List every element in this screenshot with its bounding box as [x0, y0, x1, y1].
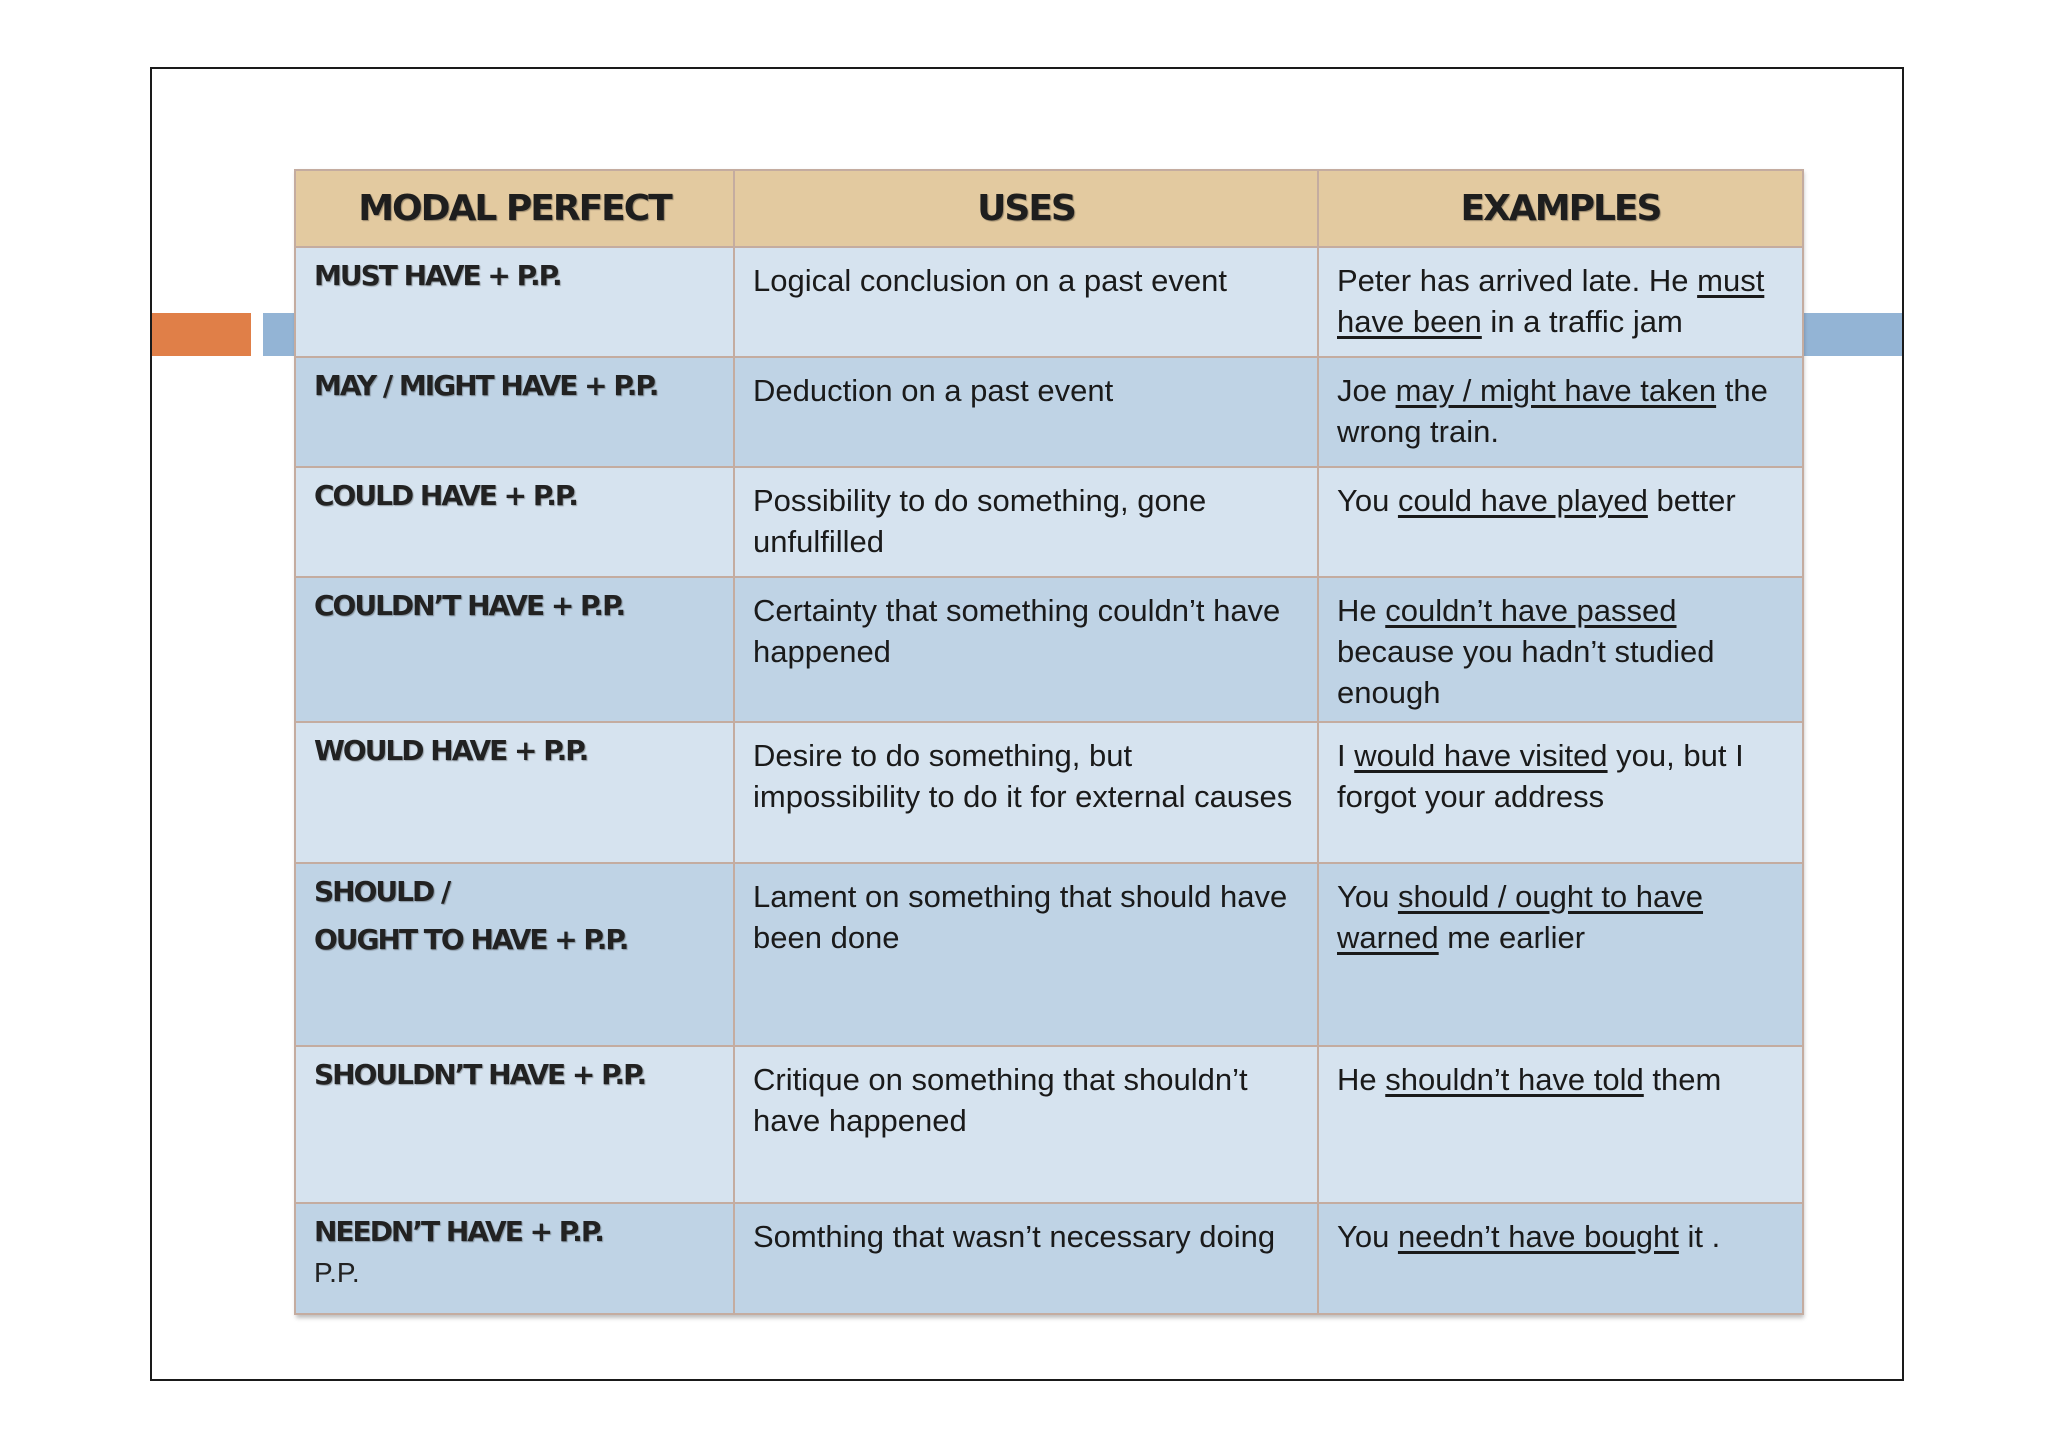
use-cell: Logical conclusion on a past event — [734, 247, 1318, 357]
use-cell: Somthing that wasn’t necessary doing — [734, 1203, 1318, 1314]
table-row — [295, 722, 1803, 863]
header-examples: EXAMPLES — [1318, 170, 1803, 247]
modal-perfect-table — [294, 169, 1802, 1315]
example-cell — [1318, 1046, 1803, 1203]
table-row — [295, 247, 1803, 357]
example-modal-phrase: should / ought to have warned — [1337, 879, 1704, 955]
use-cell: Desire to do something, but impossibility to do it for external causes — [734, 722, 1318, 863]
example-cell — [1318, 863, 1803, 1046]
table-row — [295, 1046, 1803, 1203]
example-text: in a traffic jam — [1481, 304, 1683, 339]
modal-extra-text: P.P. — [314, 1257, 360, 1288]
example-text: it . — [1678, 1219, 1721, 1254]
example-text: better — [1647, 483, 1736, 518]
accent-bar-orange — [152, 313, 251, 356]
table-row — [295, 357, 1803, 467]
example-modal-phrase: couldn’t have passed — [1385, 593, 1677, 628]
example-text: You — [1337, 483, 1398, 518]
table-row — [295, 863, 1803, 1046]
modal-text: NEEDN’T HAVE + P.P. — [314, 1215, 603, 1248]
modal-cell — [295, 247, 734, 357]
example-text: because you hadn’t studied enough — [1337, 634, 1715, 710]
modal-text: COULD HAVE + P.P. — [314, 479, 577, 512]
table-row — [295, 467, 1803, 577]
modal-text: SHOULDN’T HAVE + P.P. — [314, 1058, 646, 1091]
example-modal-phrase: shouldn’t have told — [1385, 1062, 1644, 1097]
example-text: them — [1643, 1062, 1722, 1097]
modal-cell — [295, 357, 734, 467]
modal-cell — [295, 722, 734, 863]
modal-text: MUST HAVE + P.P. — [314, 259, 561, 292]
use-cell: Critique on something that shouldn’t have happened — [734, 1046, 1318, 1203]
modal-cell — [295, 1203, 734, 1314]
example-cell — [1318, 247, 1803, 357]
table-header-row — [295, 170, 1803, 247]
example-text: He — [1337, 1062, 1386, 1097]
use-cell: Lament on something that should have been done — [734, 863, 1318, 1046]
example-cell — [1318, 467, 1803, 577]
example-modal-phrase: would have visited — [1354, 738, 1608, 773]
modal-text: WOULD HAVE + P.P. — [314, 734, 588, 767]
example-text: You — [1337, 879, 1398, 914]
example-cell — [1318, 357, 1803, 467]
use-cell: Possibility to do something, gone unfulfilled — [734, 467, 1318, 577]
example-text: me earlier — [1438, 920, 1586, 955]
example-modal-phrase: may / might have taken — [1395, 373, 1717, 408]
example-text: you, but I forgot your address — [1337, 738, 1744, 814]
example-text: Peter has arrived late. He — [1337, 263, 1698, 298]
example-text: I — [1337, 738, 1355, 773]
header-modal-perfect: MODAL PERFECT — [295, 170, 734, 247]
example-cell — [1318, 722, 1803, 863]
use-cell: Deduction on a past event — [734, 357, 1318, 467]
table-row — [295, 577, 1803, 722]
example-modal-phrase: needn’t have bought — [1397, 1219, 1679, 1254]
example-modal-phrase: could have played — [1397, 483, 1648, 518]
modal-text: SHOULD / — [314, 875, 450, 908]
example-text: He — [1337, 593, 1386, 628]
example-cell — [1318, 577, 1803, 722]
use-cell: Certainty that something couldn’t have happened — [734, 577, 1318, 722]
modal-text: COULDN’T HAVE + P.P. — [314, 589, 625, 622]
modal-text-line2: OUGHT TO HAVE + P.P. — [314, 923, 628, 956]
example-modal-phrase: must have been — [1337, 263, 1765, 339]
header-uses: USES — [734, 170, 1318, 247]
modal-text: MAY / MIGHT HAVE + P.P. — [314, 369, 658, 402]
example-text: the wrong train. — [1337, 373, 1768, 449]
modal-cell — [295, 1046, 734, 1203]
example-text: You — [1337, 1219, 1398, 1254]
modal-cell — [295, 577, 734, 722]
example-cell — [1318, 1203, 1803, 1314]
accent-bar-blue-right — [1800, 313, 1902, 356]
accent-bar-blue-left — [263, 313, 295, 356]
table-row — [295, 1203, 1803, 1314]
modal-cell — [295, 467, 734, 577]
modal-cell — [295, 863, 734, 1046]
example-text: Joe — [1337, 373, 1396, 408]
